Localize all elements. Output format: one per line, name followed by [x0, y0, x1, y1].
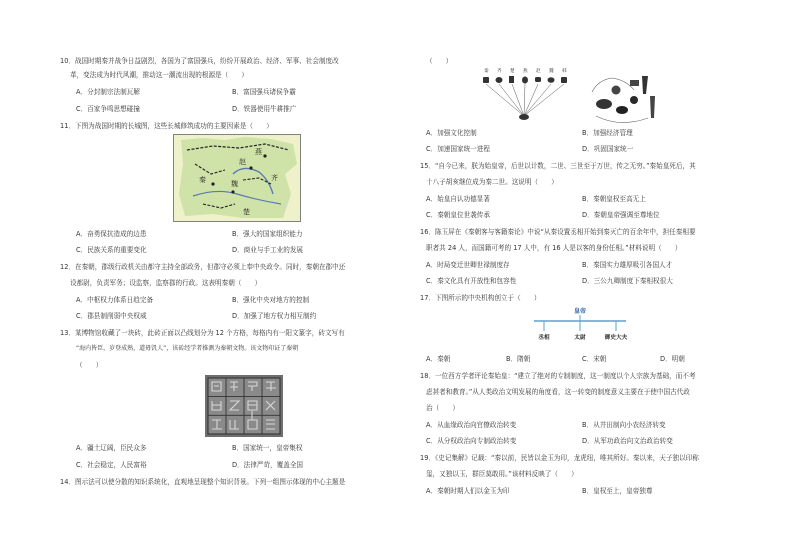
q18-option-c: C．从分权政治向专制政治转变	[426, 437, 517, 445]
q17-option-c: C．宋朝	[582, 355, 607, 363]
q15-stem-line1: 15．“自今已来，朕为始皇帝，后世以计数，二世、三世至于万世，传之无穷。”秦始皇死后，其	[420, 162, 696, 170]
q13-option-d: D．法律严苛，覆盖全国	[232, 461, 304, 469]
qin-brick-image	[205, 375, 283, 437]
org-top-emperor: 皇帝	[573, 308, 587, 315]
map-label-yan: 燕	[255, 148, 262, 156]
map-label-qi: 齐	[271, 174, 278, 182]
q16-option-c: C．秦文化具有开放性和包容性	[426, 277, 517, 285]
q12-option-d: D．加强了地方权力相互制约	[232, 312, 317, 320]
central-govt-org-chart	[520, 305, 640, 349]
q12-option-a: A．中枢权力体系日趋完备	[76, 296, 154, 304]
great-wall-map	[173, 134, 301, 222]
q18-option-b: B．从井田制向小农经济转变	[582, 421, 666, 429]
unification-fan-diagram	[480, 64, 580, 122]
q13-option-c: C．社会稳定，人民富裕	[76, 461, 147, 469]
q13-stem-line3: （ ）	[76, 361, 103, 369]
q14-option-a: A．加强文化控制	[426, 129, 477, 137]
fan-label-yan: 燕	[523, 69, 528, 74]
q14-option-c: C．加速国家统一进程	[426, 145, 490, 153]
q10-stem-line1: 10．战国时期秦并战争日益剧烈，各国为了富国强兵，纷纷开展政治、经济、军事、社会制度改	[60, 57, 339, 65]
map-label-wei: 魏	[231, 180, 238, 188]
org-node-censor: 御史大夫	[604, 335, 628, 341]
q15-stem-line2: 十八子胡亥继位成为秦二世。这说明（ ）	[426, 178, 558, 186]
q10-option-a: A．分封制宗法制瓦解	[76, 88, 140, 96]
q16-option-b: B．秦国实力雄厚吸引各国人才	[582, 261, 673, 269]
q16-stem-line1: 16．陈玉屏在《秦朝客与客籍秦论》中说“从秦设置丞相开始到秦灭亡的百余年中，担任秦相要	[420, 228, 696, 236]
q11-option-c: C．民族关系的重要变化	[76, 246, 147, 254]
q11-option-d: D．商业与手工业的发展	[232, 246, 304, 254]
coins-image	[590, 70, 662, 126]
q12-option-c: C．郡县制削弱中央权威	[76, 312, 147, 320]
q15-option-c: C．秦朝皇位世袭传承	[426, 211, 490, 219]
q13-option-b: B．国家统一，皇帝集权	[232, 444, 303, 452]
q10-stem-line2: 革，变法成为时代风潮，推动这一潮流出现的根源是（ ）	[70, 71, 249, 79]
q17-option-b: B．隋朝	[506, 355, 531, 363]
q11-option-b: B．强大的国家组织能力	[232, 230, 303, 238]
q19-option-a: A．秦朝时期人们以金玉为印	[426, 487, 510, 495]
q11-stem: 11．下图为战国时期的长城图，这些长城修筑成功的主要因素是（ ）	[60, 122, 273, 130]
q14-stem-tail: （ ）	[426, 57, 453, 65]
q12-option-b: B．强化中央对地方的控制	[232, 296, 310, 304]
q19-stem-line2: 玺，又独以玉，群臣莫敢用。”该材料反映了（ ）	[426, 470, 578, 478]
q14-stem-line1: 14．图示法可以使分散的知识系统化，直观地呈现整个知识背景。下列一组图示体现的中心主题是	[60, 478, 346, 486]
fan-label-wei: 魏	[549, 69, 554, 74]
q10-option-b: B．富国强兵诸侯争霸	[232, 88, 296, 96]
q17-stem: 17．下图所示的中央机构创立于（ ）	[420, 294, 541, 302]
fan-label-qin: 秦	[484, 69, 489, 74]
org-node-chancellor: 丞相	[538, 335, 550, 341]
q15-option-a: A．始皇自认功德显著	[426, 195, 490, 203]
q12-stem-line1: 12．在秦朝，郡级行政机关由都守主持全部政务，但郡守必须上奉中央政令。同时，秦朝在郡中还	[60, 263, 346, 271]
fan-label-han: 韩	[562, 69, 567, 74]
q19-option-b: B．皇权至上，皇帝独尊	[582, 487, 653, 495]
q15-option-b: B．秦朝皇权至高无上	[582, 195, 646, 203]
q12-stem-line2: 设都尉，负责军务；设监察，监察郡的行政。这表明秦朝（ ）	[70, 279, 262, 287]
fan-label-qi: 齐	[497, 69, 502, 74]
q14-option-d: D．巩固国家统一	[582, 145, 634, 153]
q18-option-a: A．从血缘政治向官僚政治转变	[426, 421, 517, 429]
map-label-qin: 秦	[199, 176, 206, 184]
q13-stem-line2: “海内皆臣，岁登成熟，道毋饥人”，该砖经学者推测为秦朝文物。该文物印证了秦朝	[76, 345, 299, 352]
q17-option-d: D．明朝	[660, 355, 685, 363]
q13-option-a: A．疆土辽阔，臣民众多	[76, 444, 147, 452]
q14-option-b: B．加强经济管理	[582, 129, 633, 137]
map-label-zhao: 赵	[239, 158, 246, 166]
q10-option-c: C．百家争鸣思想碰撞	[76, 105, 140, 113]
q10-option-d: D．铁器使用牛耕推广	[232, 105, 297, 113]
q16-stem-line2: 职者共 24 人，而国籍可考的 17 人中，有 16 人是以客的身份任相。”材料说明（ ）	[426, 244, 682, 252]
q18-stem-line3: 治（ ）	[426, 404, 459, 412]
q18-option-d: D．从军功政治向文治政治转变	[582, 437, 673, 445]
fan-label-zhao: 赵	[536, 69, 541, 74]
q16-option-a: A．时局变迁世卿世禄制度存	[426, 261, 510, 269]
map-label-chu: 楚	[243, 208, 250, 216]
q16-option-d: D．三公九卿制度下秦相权很大	[582, 277, 673, 285]
q17-option-a: A．秦朝	[426, 355, 451, 363]
fan-label-chu: 楚	[510, 69, 515, 74]
org-node-taiwei: 太尉	[574, 335, 586, 341]
q18-stem-line1: 18．一位西方学者评论秦始皇：“建立了绝对的专制制度，这一制度以个人宗族为基础，而不考	[420, 372, 696, 380]
q19-stem-line1: 19．《史记集解》记载：“秦以前，民皆以金玉为印，龙虎纽，唯其所好。秦以来，天子独以印称	[420, 454, 699, 462]
q15-option-d: D．秦朝皇帝强调至尊地位	[582, 211, 660, 219]
q18-stem-line2: 虑甚者和教育。”从人类政治文明发展的角度看，这一转变的制度意义主要在于使中国古代政	[426, 388, 690, 396]
q11-option-a: A．奋勇保抗造成的边患	[76, 230, 147, 238]
q13-stem-line1: 13．某博物馆收藏了一块砖，此砖正面以凸线划分为 12 个方格，每格内有一阳文篆字，砖文写有	[60, 329, 345, 337]
